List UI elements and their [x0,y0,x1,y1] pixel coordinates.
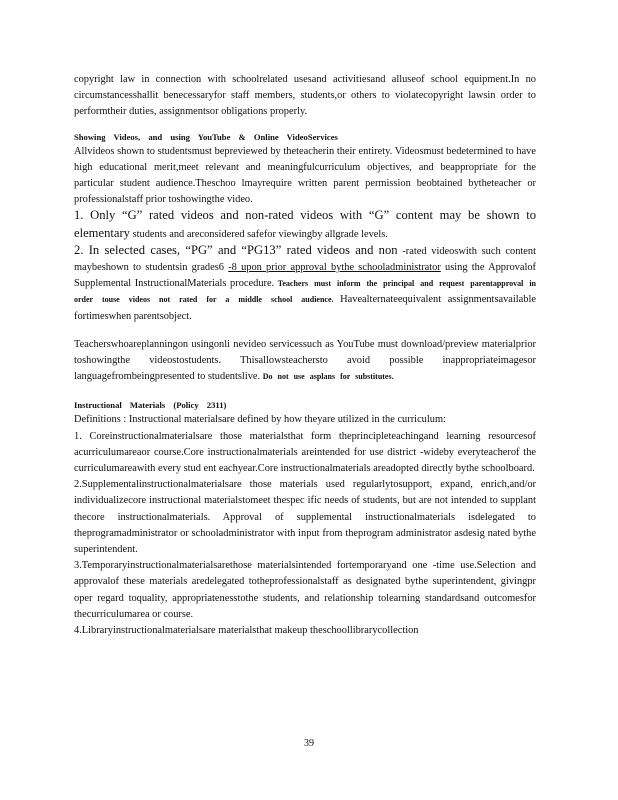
materials-section-heading: Instructional Materials (Policy 2311) [74,400,227,411]
online-video-bold: Do not use asplans for substitutes. [262,372,394,382]
supplemental-materials-paragraph: 2.Supplementalinstructionalmaterialsare those materials used regularlytosupport, expand, enrich,and/or individualizecore instructional materialstomeet thespec ific needs of students, but are not intended to supplant thecore instructionalmaterials. Approval of supplemental instructionalmaterials isdelegated to theprogramadministrator or schooladministrator with input from theprogram administrator asdesig nated bythe superintendent. [74,479,536,556]
definitions-line: Definitions : Instructional materialsare defined by how theyare utilized in the curriculum: [74,414,446,426]
rule-g-rated-lead: 1. Only “G” rated videos and non-rated videos with “G” content may be shown to elementary [74,208,536,240]
online-video-text: Teacherswhoareplanningon usingonli nevideo servicessuch as YouTube must download/preview materialprior toshowingthe videostostudents. Thisallowsteachersto avoid possible inappropriateimagesor languagefrombeingpresented to studentslive. [74,338,536,383]
core-materials-paragraph: 1. Coreinstructionalmaterialsare those materialsthat form theprincipleteachingand learning resourcesof acurriculumareaor course.Core instructionalmaterials areintended for use district -wideby everyteacherof the curriculumareawith every stud ent eachyear.Core instructionalmaterials areadopted directly bythe schoolboard. [74,430,536,475]
rule-g-rated-continuation: students and areconsidered safefor viewingby allgrade levels. [132,228,388,240]
videos-section-heading: Showing Videos, and using YouTube & Online VideoServices [74,131,338,142]
rule-pg-rated-end: Havealternateequivalent assignmentsavailable fortimeswhen parentsobject. [74,294,536,322]
copyright-paragraph: copyright law in connection with schoolrelated usesand activitiesand alluseof school equipment.In no circumstancesshallit benecessaryfor staff members, students,or others to violatecopyright lawsin order to performtheir duties, assignmentsor obligations properly. [74,74,536,118]
videos-preview-paragraph: Allvideos shown to studentsmust bepreviewed by theteacherin their entirety. Videosmust bedetermined to have high educational merit,meet relevant and meaningfulcurriculum objectives, and beappropriate for the particular student audience.Theschoo lmayrequire written parent permission beobtained bytheteacher or professionalstaff prior toshowingthe video. [74,145,536,206]
temporary-materials-paragraph: 3.Temporaryinstructionalmaterialsarethose materialsintended fortemporaryand one -time use.Selection and approvalof these materials aredelegated totheprofessionalstaff as designated bythe superintendent, givingpr oper regard toquality, appropriatenesstothe students, and relationship tolearning standardsand outcomesfor thecurriculumarea or course. [74,560,536,620]
online-video-paragraph [74,337,536,386]
page-number: 39 [304,738,314,749]
library-materials-paragraph: 4.Libraryinstructionalmaterialsare materialsthat makeup theschoollibrarycollection [74,625,419,637]
rule-g-rated [74,208,536,242]
rule-pg-rated [74,243,536,325]
rule-pg-rated-bold: Teachers must inform the principal and request parentapproval in order touse videos not rated for a middle school audience. [74,279,536,305]
rule-pg-rated-underlined: -8 upon prior approval bythe schooladministrator [228,262,441,274]
rule-pg-rated-procedure: using the Approvalof Supplemental InstructionalMaterials procedure. [74,262,536,290]
rule-pg-rated-lead: 2. In selected cases, “PG” and “PG13” rated videos and non [74,242,398,257]
paragraph-gap [74,325,536,337]
rule-pg-rated-text: -rated videoswith such content maybeshown to studentsin grades6 [74,245,536,274]
page-content [74,72,536,639]
